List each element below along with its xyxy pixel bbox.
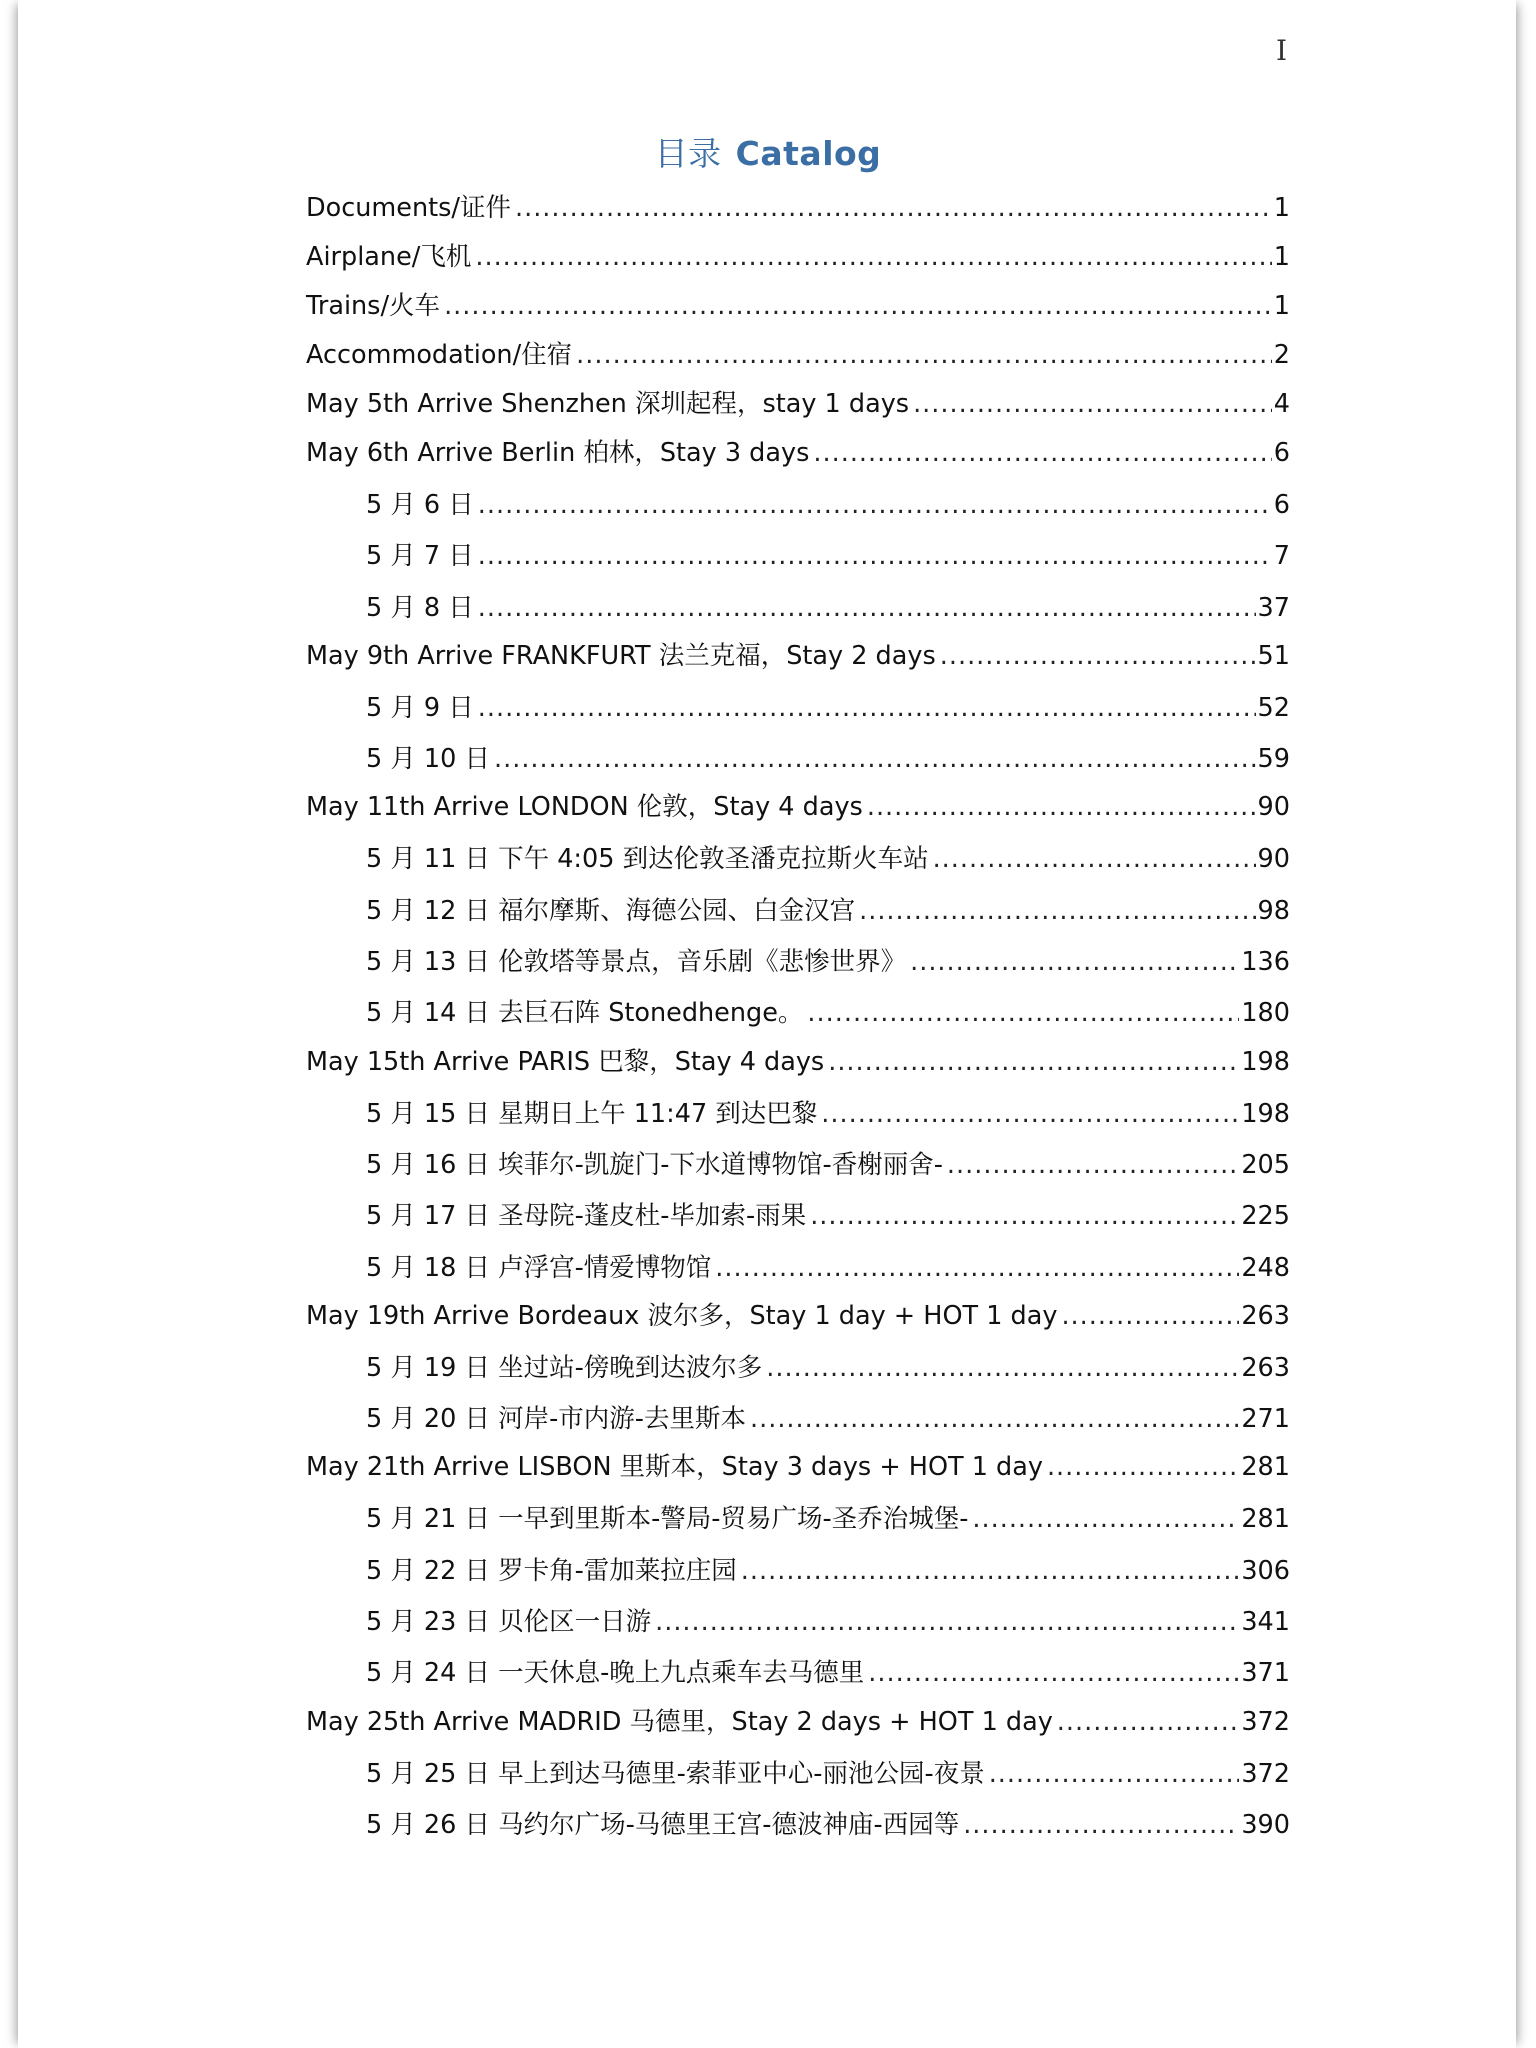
toc-entry-page: 6 <box>1273 438 1290 468</box>
toc-dot-leader <box>494 743 1256 775</box>
toc-entry-page: 306 <box>1241 1555 1290 1586</box>
toc-entry[interactable] <box>306 840 1290 891</box>
toc-entry[interactable] <box>306 640 1290 689</box>
toc-entry[interactable] <box>306 994 1290 1045</box>
toc-entry[interactable] <box>306 339 1290 388</box>
toc-entry-page: 98 <box>1257 895 1290 926</box>
toc-entry-text: Airplane/飞机 <box>306 242 472 272</box>
toc-entry-page: 90 <box>1257 844 1290 875</box>
toc-entry-page: 372 <box>1241 1706 1290 1737</box>
toc-dot-leader <box>910 946 1239 978</box>
toc-entry-text: Documents/证件 <box>306 193 511 223</box>
toc-entry-page: 1 <box>1273 193 1290 223</box>
toc-entry-text: 5 月 14 日 去巨石阵 Stonedhenge。 <box>366 998 804 1029</box>
toc-dot-leader <box>813 437 1271 469</box>
toc-entry[interactable] <box>306 689 1290 740</box>
toc-entry-text: 5 月 6 日 <box>366 490 474 520</box>
toc-title-zh: 目录 <box>654 134 722 173</box>
toc-entry-page: 281 <box>1241 1504 1290 1535</box>
toc-entry[interactable] <box>306 1095 1290 1146</box>
toc-entry[interactable] <box>306 437 1290 486</box>
toc-entry[interactable] <box>306 1300 1290 1349</box>
toc-dot-leader <box>940 640 1256 672</box>
toc-entry-text: May 9th Arrive FRANKFURT 法兰克福，Stay 2 days <box>306 640 936 671</box>
toc-entry-page: 372 <box>1241 1758 1290 1789</box>
toc-dot-leader <box>828 1046 1239 1078</box>
toc-entry[interactable] <box>306 1146 1290 1197</box>
toc-dot-leader <box>766 1352 1239 1384</box>
toc-entry[interactable] <box>306 1046 1290 1095</box>
toc-entry[interactable] <box>306 1500 1290 1551</box>
toc-entry-page: 6 <box>1273 490 1290 520</box>
toc-entry[interactable] <box>306 1603 1290 1654</box>
toc-entry-page: 225 <box>1241 1201 1290 1232</box>
toc-dot-leader <box>576 339 1272 371</box>
toc-dot-leader <box>810 1200 1239 1232</box>
toc-dot-leader <box>807 997 1239 1029</box>
toc-entry-page: 248 <box>1241 1252 1290 1283</box>
toc-dot-leader <box>868 1657 1239 1689</box>
toc-entry[interactable] <box>306 290 1290 339</box>
toc-entry[interactable] <box>306 1249 1290 1300</box>
toc-entry[interactable] <box>306 589 1290 640</box>
toc-entry-page: 263 <box>1241 1352 1290 1383</box>
toc-entry-page: 198 <box>1241 1098 1290 1129</box>
toc-dot-leader <box>515 192 1272 224</box>
toc-entry-text: 5 月 22 日 罗卡角-雷加莱拉庄园 <box>366 1555 737 1586</box>
toc-entry-text: 5 月 19 日 坐过站-傍晚到达波尔多 <box>366 1352 763 1383</box>
toc-entry[interactable] <box>306 1197 1290 1248</box>
toc-entry-page: 198 <box>1241 1046 1290 1077</box>
toc-dot-leader <box>478 692 1256 724</box>
toc-entry-page: 1 <box>1273 242 1290 272</box>
toc-entry-page: 51 <box>1257 640 1290 671</box>
toc-entry-page: 59 <box>1257 744 1290 775</box>
toc-entry[interactable] <box>306 1806 1290 1857</box>
toc-dot-leader <box>655 1606 1239 1638</box>
toc-entry-text: May 25th Arrive MADRID 马德里，Stay 2 days + HOT 1 day <box>306 1706 1053 1737</box>
toc-entry-page: 263 <box>1241 1300 1290 1331</box>
toc-entry-page: 371 <box>1241 1658 1290 1689</box>
toc-dot-leader <box>715 1252 1239 1284</box>
toc-entry-text: 5 月 7 日 <box>366 541 474 572</box>
toc-entry-text: May 5th Arrive Shenzhen 深圳起程，stay 1 days <box>306 389 910 419</box>
toc-dot-leader <box>913 388 1272 420</box>
toc-entry-text: 5 月 25 日 早上到达马德里-索菲亚中心-丽池公园-夜景 <box>366 1758 985 1789</box>
toc-entry[interactable] <box>306 1552 1290 1603</box>
toc-entry-text: May 15th Arrive PARIS 巴黎，Stay 4 days <box>306 1046 825 1077</box>
toc-entry[interactable] <box>306 1349 1290 1400</box>
toc-entry-text: May 6th Arrive Berlin 柏林，Stay 3 days <box>306 438 810 468</box>
toc-entry-text: 5 月 21 日 一早到里斯本-警局-贸易广场-圣乔治城堡- <box>366 1504 969 1535</box>
toc-entry-page: 4 <box>1273 389 1290 419</box>
toc-dot-leader <box>989 1758 1240 1790</box>
toc-entry-text: 5 月 26 日 马约尔广场-马德里王宫-德波神庙-西园等 <box>366 1809 960 1840</box>
toc-title <box>0 128 1536 175</box>
toc-dot-leader <box>821 1098 1239 1130</box>
toc-entry[interactable] <box>306 1400 1290 1451</box>
toc-entry-text: 5 月 20 日 河岸-市内游-去里斯本 <box>366 1404 746 1435</box>
toc-dot-leader <box>444 290 1272 322</box>
toc-entry-text: 5 月 10 日 <box>366 744 490 775</box>
toc-entry[interactable] <box>306 943 1290 994</box>
toc-entry-page: 390 <box>1241 1809 1290 1840</box>
toc-entry-text: 5 月 24 日 一天休息-晚上九点乘车去马德里 <box>366 1658 865 1689</box>
toc-dot-leader <box>478 489 1272 521</box>
toc-dot-leader <box>1057 1706 1240 1738</box>
toc-entry-page: 1 <box>1273 291 1290 321</box>
toc-entry-page: 52 <box>1257 692 1290 723</box>
toc-entry-text: 5 月 8 日 <box>366 592 474 623</box>
toc-entry-page: 281 <box>1241 1452 1290 1483</box>
toc-dot-leader <box>867 791 1256 823</box>
toc-entry-text: 5 月 23 日 贝伦区一日游 <box>366 1607 652 1638</box>
toc-entry[interactable] <box>306 388 1290 437</box>
toc-dot-leader <box>750 1403 1239 1435</box>
toc-entry[interactable] <box>306 740 1290 791</box>
toc-dot-leader <box>475 241 1271 273</box>
toc-entry-text: May 11th Arrive LONDON 伦敦，Stay 4 days <box>306 792 863 823</box>
toc-entry-text: 5 月 15 日 星期日上午 11:47 到达巴黎 <box>366 1098 818 1129</box>
toc-dot-leader <box>478 592 1256 624</box>
toc-entry[interactable] <box>306 486 1290 537</box>
toc-entry-text: May 21th Arrive LISBON 里斯本，Stay 3 days + HOT 1 day <box>306 1452 1043 1483</box>
toc-entry-page: 180 <box>1241 998 1290 1029</box>
toc-entry-text: 5 月 17 日 圣母院-蓬皮杜-毕加索-雨果 <box>366 1201 807 1232</box>
toc-entry-page: 136 <box>1241 947 1290 978</box>
toc-dot-leader <box>933 843 1256 875</box>
toc-entry-text: May 19th Arrive Bordeaux 波尔多，Stay 1 day + HOT 1 day <box>306 1300 1058 1331</box>
toc-dot-leader <box>963 1809 1239 1841</box>
toc-entry-page: 37 <box>1257 592 1290 623</box>
toc-entry[interactable] <box>306 892 1290 943</box>
toc-entry[interactable] <box>306 791 1290 840</box>
toc-entry-page: 2 <box>1273 340 1290 370</box>
toc-dot-leader <box>947 1149 1239 1181</box>
toc-entry[interactable] <box>306 1755 1290 1806</box>
toc-dot-leader <box>859 895 1255 927</box>
toc-entry-page: 271 <box>1241 1404 1290 1435</box>
table-of-contents <box>306 192 1290 1857</box>
toc-entry-text: 5 月 18 日 卢浮宫-情爱博物馆 <box>366 1252 712 1283</box>
toc-title-en: Catalog <box>735 134 882 173</box>
toc-entry[interactable] <box>306 537 1290 588</box>
toc-entry[interactable] <box>306 1451 1290 1500</box>
toc-dot-leader <box>741 1555 1240 1587</box>
toc-entry-page: 341 <box>1241 1607 1290 1638</box>
toc-entry-text: 5 月 9 日 <box>366 692 474 723</box>
toc-entry-text: 5 月 13 日 伦敦塔等景点，音乐剧《悲惨世界》 <box>366 947 907 978</box>
toc-entry-page: 7 <box>1273 541 1290 572</box>
toc-dot-leader <box>1061 1300 1239 1332</box>
toc-entry[interactable] <box>306 192 1290 241</box>
toc-dot-leader <box>1047 1451 1239 1483</box>
toc-entry-text: 5 月 11 日 下午 4:05 到达伦敦圣潘克拉斯火车站 <box>366 844 929 875</box>
page-number: I <box>1276 34 1288 67</box>
toc-entry-text: 5 月 12 日 福尔摩斯、海德公园、白金汉宫 <box>366 895 856 926</box>
toc-entry[interactable] <box>306 241 1290 290</box>
toc-entry-page: 90 <box>1257 792 1290 823</box>
toc-entry-text: 5 月 16 日 埃菲尔-凯旋门-下水道博物馆-香榭丽舍- <box>366 1149 943 1180</box>
toc-entry[interactable] <box>306 1654 1290 1705</box>
toc-dot-leader <box>972 1503 1239 1535</box>
toc-entry-page: 205 <box>1241 1149 1290 1180</box>
toc-entry-text: Accommodation/住宿 <box>306 340 573 370</box>
toc-dot-leader <box>478 540 1272 572</box>
toc-entry-text: Trains/火车 <box>306 291 441 321</box>
toc-entry[interactable] <box>306 1706 1290 1755</box>
